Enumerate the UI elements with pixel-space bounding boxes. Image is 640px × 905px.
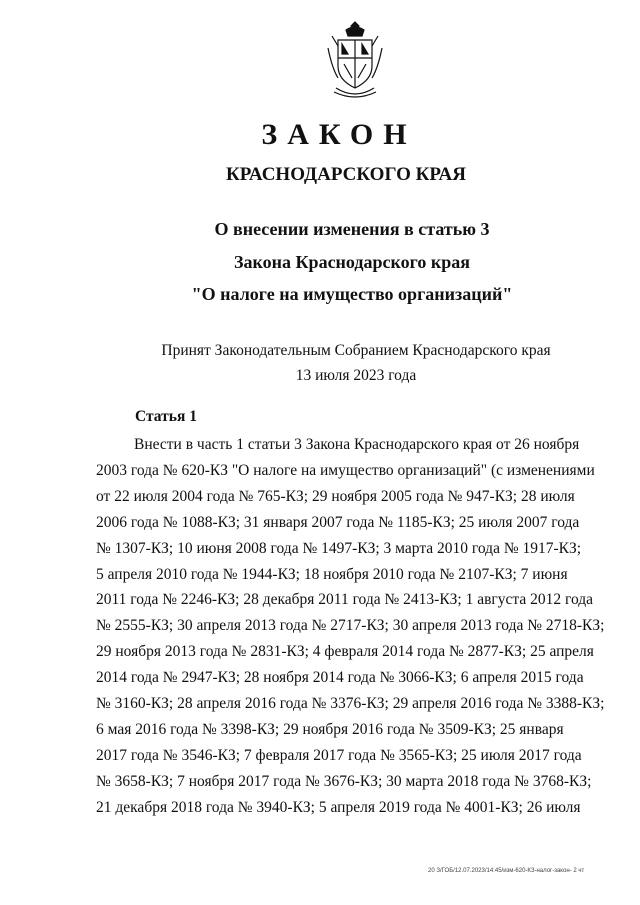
- body-line: № 3160-КЗ; 28 апреля 2016 года № 3376-КЗ; 29 апреля 2016 года № 3388-КЗ;: [96, 695, 605, 713]
- body-line: № 2555-КЗ; 30 апреля 2013 года № 2717-КЗ; 30 апреля 2013 года № 2718-КЗ;: [96, 617, 605, 635]
- body-line: 2006 года № 1088-КЗ; 31 января 2007 года № 1185-КЗ; 25 июля 2007 года: [96, 513, 580, 531]
- body-line: от 22 июля 2004 года № 765-КЗ; 29 ноября 2005 года № 947-КЗ; 28 июля: [96, 487, 575, 505]
- document-subtitle: КРАСНОДАРСКОГО КРАЯ: [225, 164, 467, 185]
- document-title: ЗАКОН: [261, 118, 417, 151]
- body-line: 5 апреля 2010 года № 1944-КЗ; 18 ноября 2010 года № 2107-КЗ; 7 июня: [96, 565, 568, 583]
- body-line: 29 ноября 2013 года № 2831-КЗ; 4 февраля 2014 года № 2877-КЗ; 25 апреля: [96, 643, 594, 661]
- body-line: Внести в часть 1 статьи 3 Закона Краснодарского края от 26 ноября: [134, 436, 580, 453]
- footer-note: 20 З/ГОБ/12.07.2023/14:45/изм-620-КЗ-налог-закон- 2 чт: [428, 868, 585, 874]
- adoption-date: 13 июля 2023 года: [295, 367, 417, 384]
- law-heading-line-1: О внесении изменения в статью 3: [214, 219, 490, 239]
- body-line: 2014 года № 2947-КЗ; 28 ноября 2014 года № 3066-КЗ; 6 апреля 2015 года: [96, 669, 584, 687]
- coat-of-arms-icon: [326, 18, 384, 100]
- body-line: 21 декабря 2018 года № 3940-КЗ; 5 апреля 2019 года № 4001-КЗ; 26 июля: [96, 798, 581, 816]
- body-line: 2011 года № 2246-КЗ; 28 декабря 2011 года № 2413-КЗ; 1 августа 2012 года: [96, 591, 594, 609]
- body-line: 6 мая 2016 года № 3398-КЗ; 29 ноября 2016 года № 3509-КЗ; 25 января: [96, 720, 564, 738]
- article-body: [96, 432, 615, 821]
- body-line: 2017 года № 3546-КЗ; 7 февраля 2017 года № 3565-КЗ; 25 июля 2017 года: [96, 746, 582, 764]
- adoption-line-1: Принят Законодательным Собранием Краснодарского края: [161, 342, 551, 359]
- adoption-info: [0, 338, 640, 388]
- body-line: № 3658-КЗ; 7 ноября 2017 года № 3676-КЗ; 30 марта 2018 года № 3768-КЗ;: [96, 772, 592, 790]
- body-line: 2003 года № 620-КЗ "О налоге на имущество организаций" (с изменениями: [96, 461, 595, 479]
- law-heading-line-2: Закона Краснодарского края: [234, 252, 470, 272]
- body-line: № 1307-КЗ; 10 июня 2008 года № 1497-КЗ; 3 марта 2010 года № 1917-КЗ;: [96, 539, 582, 557]
- article-title: Статья 1: [135, 408, 197, 425]
- law-heading-line-3: "О налоге на имущество организаций": [191, 284, 513, 304]
